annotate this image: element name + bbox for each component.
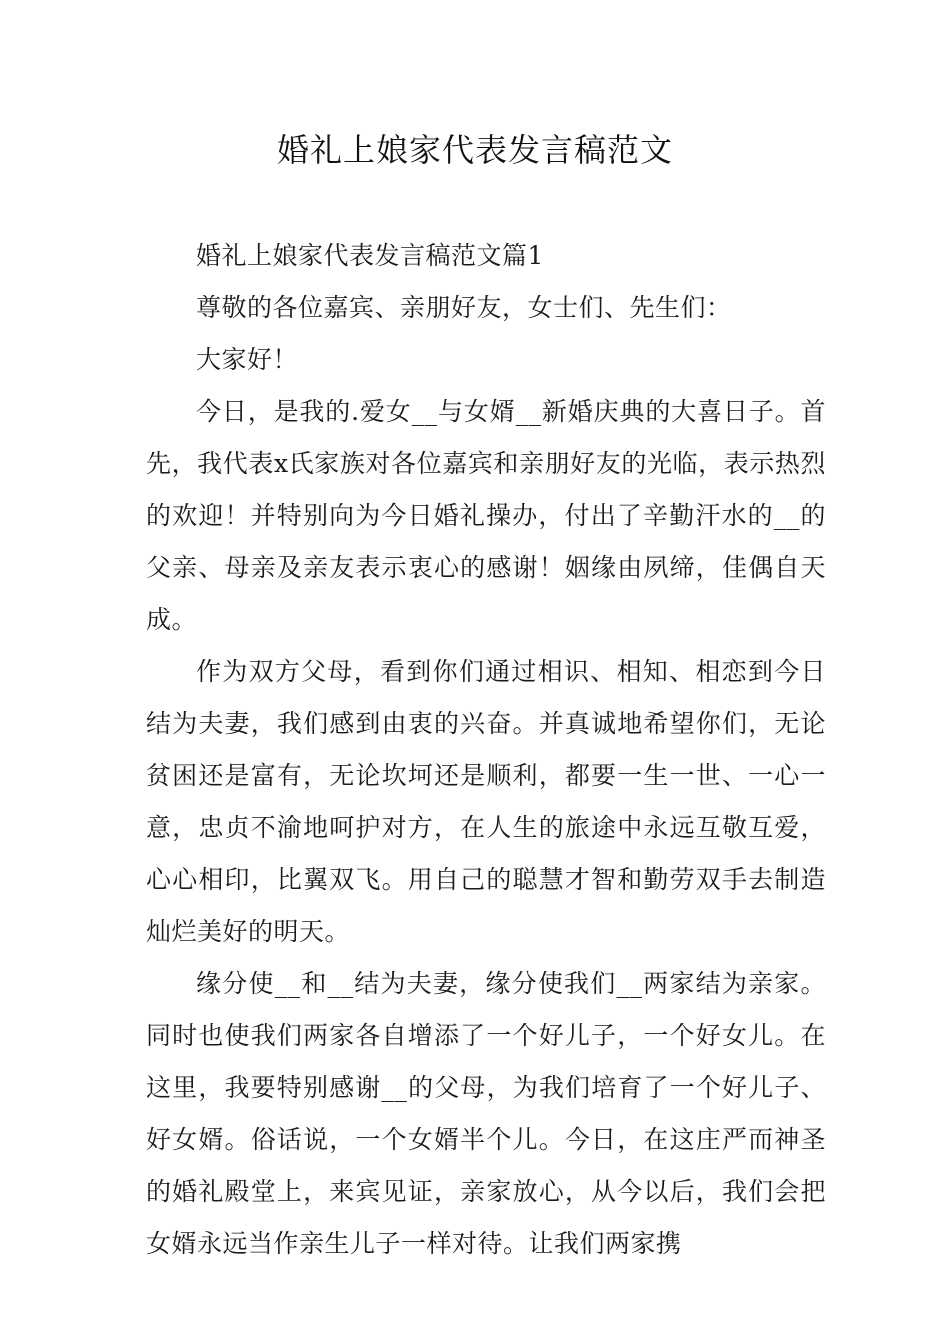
document-title: 婚礼上娘家代表发言稿范文 (276, 131, 673, 169)
paragraph-heading: 婚礼上娘家代表发言稿范文篇1 (196, 241, 544, 270)
paragraph-body-2: 作为双方父母，看到你们通过相识、相知、相恋到今日结为夫妻，我们感到由衷的兴奋。并真诚地希望你们，无论贫困还是富有，无论坎坷还是顺利，都要一生一世、一心一意，忠贞不渝地呵护对方，在人生的旅途中永远互敬互爱，心心相印，比翼双飞。用自己的聪慧才智和勤劳双手去制造灿烂美好的明天。 (146, 657, 826, 946)
paragraph-body-1: 今日，是我的.爱女__与女婿__新婚庆典的大喜日子。首先，我代表x氏家族对各位嘉宾和亲朋好友的光临，表示热烈的欢迎！并特别向为今日婚礼操办，付出了辛勤汗水的__的父亲、母亲及亲友表示衷心的感谢！姻缘由夙缔，佳偶自天成。 (146, 397, 826, 634)
paragraph-body-3: 缘分使__和__结为夫妻，缘分使我们__两家结为亲家。同时也使我们两家各自增添了一个好儿子，一个好女儿。在这里，我要特别感谢__的父母，为我们培育了一个好儿子、好女婿。俗话说，一个女婿半个儿。今日，在这庄严而神圣的婚礼殿堂上，来宾见证，亲家放心，从今以后，我们会把女婿永远当作亲生儿子一样对待。让我们两家携 (146, 969, 826, 1258)
paragraph-salutation: 尊敬的各位嘉宾、亲朋好友，女士们、先生们： (196, 293, 732, 322)
document-body (146, 230, 826, 1270)
paragraph-greeting: 大家好！ (196, 345, 299, 374)
